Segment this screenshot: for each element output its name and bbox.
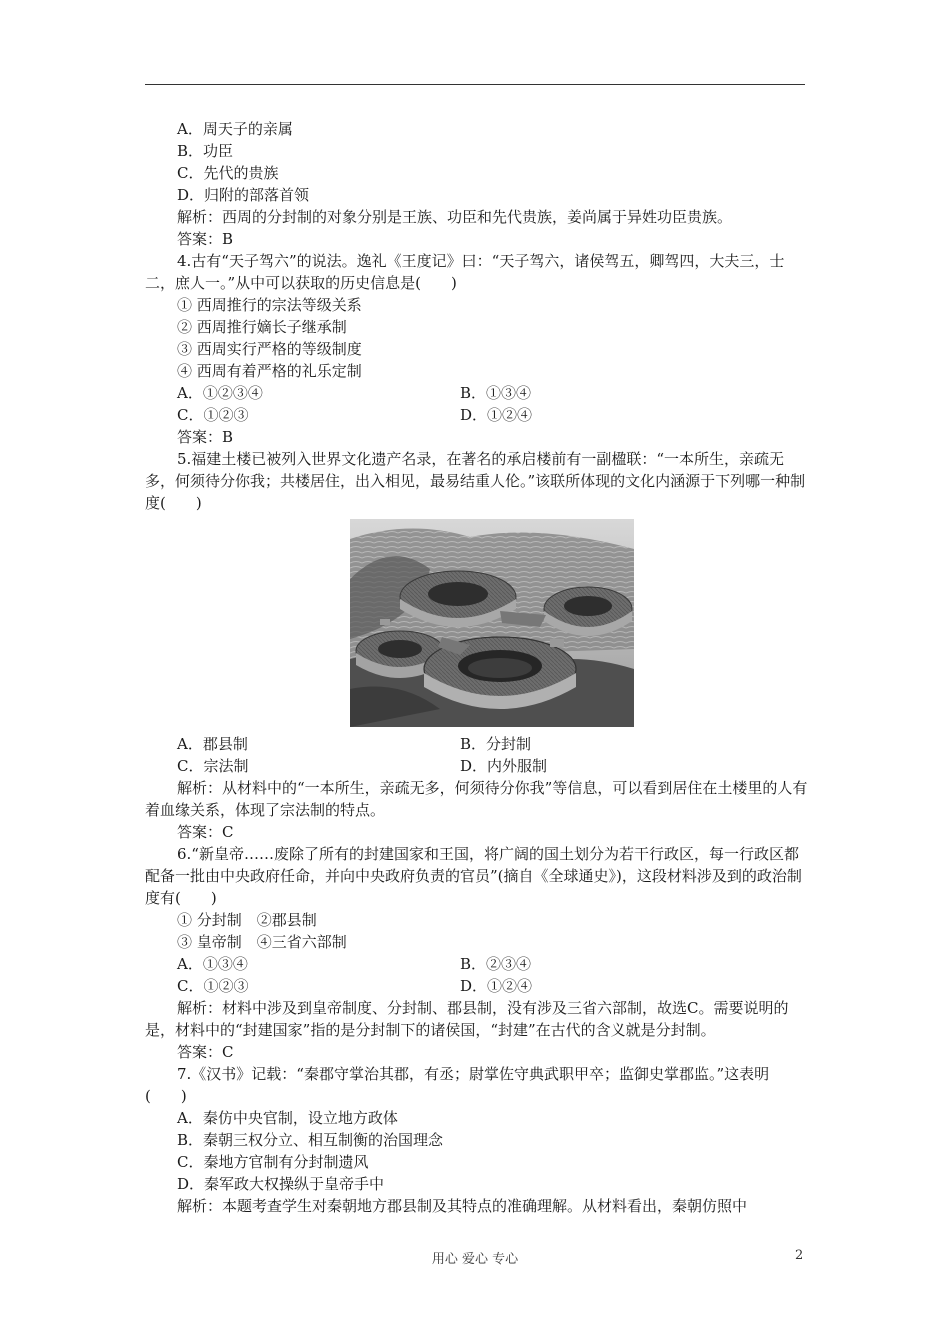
q6-option-d: D．①②④	[460, 977, 533, 995]
q4-answer: 答案：B	[177, 428, 234, 446]
q7-stem: 7.《汉书》记载：“秦郡守掌治其郡，有丞；尉掌佐守典武职甲卒；监御史掌郡监。”这表明( )	[145, 1065, 770, 1105]
q5-answer: 答案：C	[177, 823, 234, 841]
q6-item-1: ① 分封制 ②郡县制	[177, 911, 317, 929]
q5-options-row-2	[145, 755, 810, 777]
page-number: 2	[795, 1248, 804, 1263]
q4-options-row-1	[145, 382, 810, 404]
q7-analysis: 解析：本题考查学生对秦朝地方郡县制及其特点的准确理解。从材料看出，秦朝仿照中	[177, 1197, 748, 1215]
header-rule	[145, 84, 805, 85]
q6-answer: 答案：C	[177, 1043, 234, 1061]
q7-option-d: D．秦军政大权操纵于皇帝手中	[177, 1175, 385, 1193]
page-content	[145, 118, 810, 1217]
q3-answer: 答案：B	[177, 230, 234, 248]
q5-option-c: C．宗法制	[177, 757, 249, 775]
q6-item-2: ③ 皇帝制 ④三省六部制	[177, 933, 347, 951]
q3-option-b: B．功臣	[177, 142, 234, 160]
q3-analysis: 解析：西周的分封制的对象分别是王族、功臣和先代贵族，姜尚属于异姓功臣贵族。	[177, 208, 733, 226]
q6-options-row-1	[145, 953, 810, 975]
q3-option-c: C．先代的贵族	[177, 164, 279, 182]
q5-stem: 5.福建土楼已被列入世界文化遗产名录，在著名的承启楼前有一副楹联：“一本所生，亲疏无多，何须待分你我；共楼居住，出入相见，最易结重人伦。”该联所体现的文化内涵源于下列哪一种制度( )	[145, 450, 806, 512]
q6-stem: 6.“新皇帝……废除了所有的封建国家和王国，将广阔的国土划分为若干行政区，每一行政区都配备一批由中央政府任命，并向中央政府负责的官员”(摘自《全球通史》)，这段材料涉及到的政治制度有( )	[145, 845, 802, 907]
q6-options-row-2	[145, 975, 810, 997]
q4-item-2: ② 西周推行嫡长子继承制	[177, 318, 347, 336]
q4-option-d: D．①②④	[460, 406, 533, 424]
q5-option-a: A．郡县制	[177, 735, 248, 753]
q5-options-row-1	[145, 733, 810, 755]
page-footer: 用心 爱心 专心	[431, 1252, 519, 1267]
q4-option-c: C．①②③	[177, 406, 249, 424]
q4-option-b: B．①③④	[460, 384, 532, 402]
tulou-photo-container	[145, 519, 810, 727]
q3-option-d: D．归附的部落首领	[177, 186, 310, 204]
q4-item-4: ④ 西周有着严格的礼乐定制	[177, 362, 362, 380]
q7-option-a: A．秦仿中央官制，设立地方政体	[177, 1109, 398, 1127]
q7-option-c: C．秦地方官制有分封制遗风	[177, 1153, 369, 1171]
q3-option-a: A．周天子的亲属	[177, 120, 293, 138]
q4-item-3: ③ 西周实行严格的等级制度	[177, 340, 362, 358]
q5-option-d: D．内外服制	[460, 757, 548, 775]
q4-item-1: ① 西周推行的宗法等级关系	[177, 296, 362, 314]
q4-stem: 4.古有“天子驾六”的说法。逸礼《王度记》曰：“天子驾六，诸侯驾五，卿驾四，大夫三，士二，庶人一。”从中可以获取的历史信息是( )	[145, 252, 785, 292]
q4-option-a: A．①②③④	[177, 384, 263, 402]
q7-option-b: B．秦朝三权分立、相互制衡的治国理念	[177, 1131, 444, 1149]
q6-option-a: A．①③④	[177, 955, 248, 973]
q6-analysis: 解析：材料中涉及到皇帝制度、分封制、郡县制，没有涉及三省六部制，故选C。需要说明的是，材料中的“封建国家”指的是分封制下的诸侯国，“封建”在古代的含义就是分封制。	[145, 999, 789, 1039]
q4-options-row-2	[145, 404, 810, 426]
q5-option-b: B．分封制	[460, 735, 532, 753]
q6-option-c: C．①②③	[177, 977, 249, 995]
tulou-photo	[350, 519, 634, 727]
q5-analysis: 解析：从材料中的“一本所生，亲疏无多，何须待分你我”等信息，可以看到居住在土楼里的人有着血缘关系，体现了宗法制的特点。	[145, 779, 808, 819]
q6-option-b: B．②③④	[460, 955, 532, 973]
